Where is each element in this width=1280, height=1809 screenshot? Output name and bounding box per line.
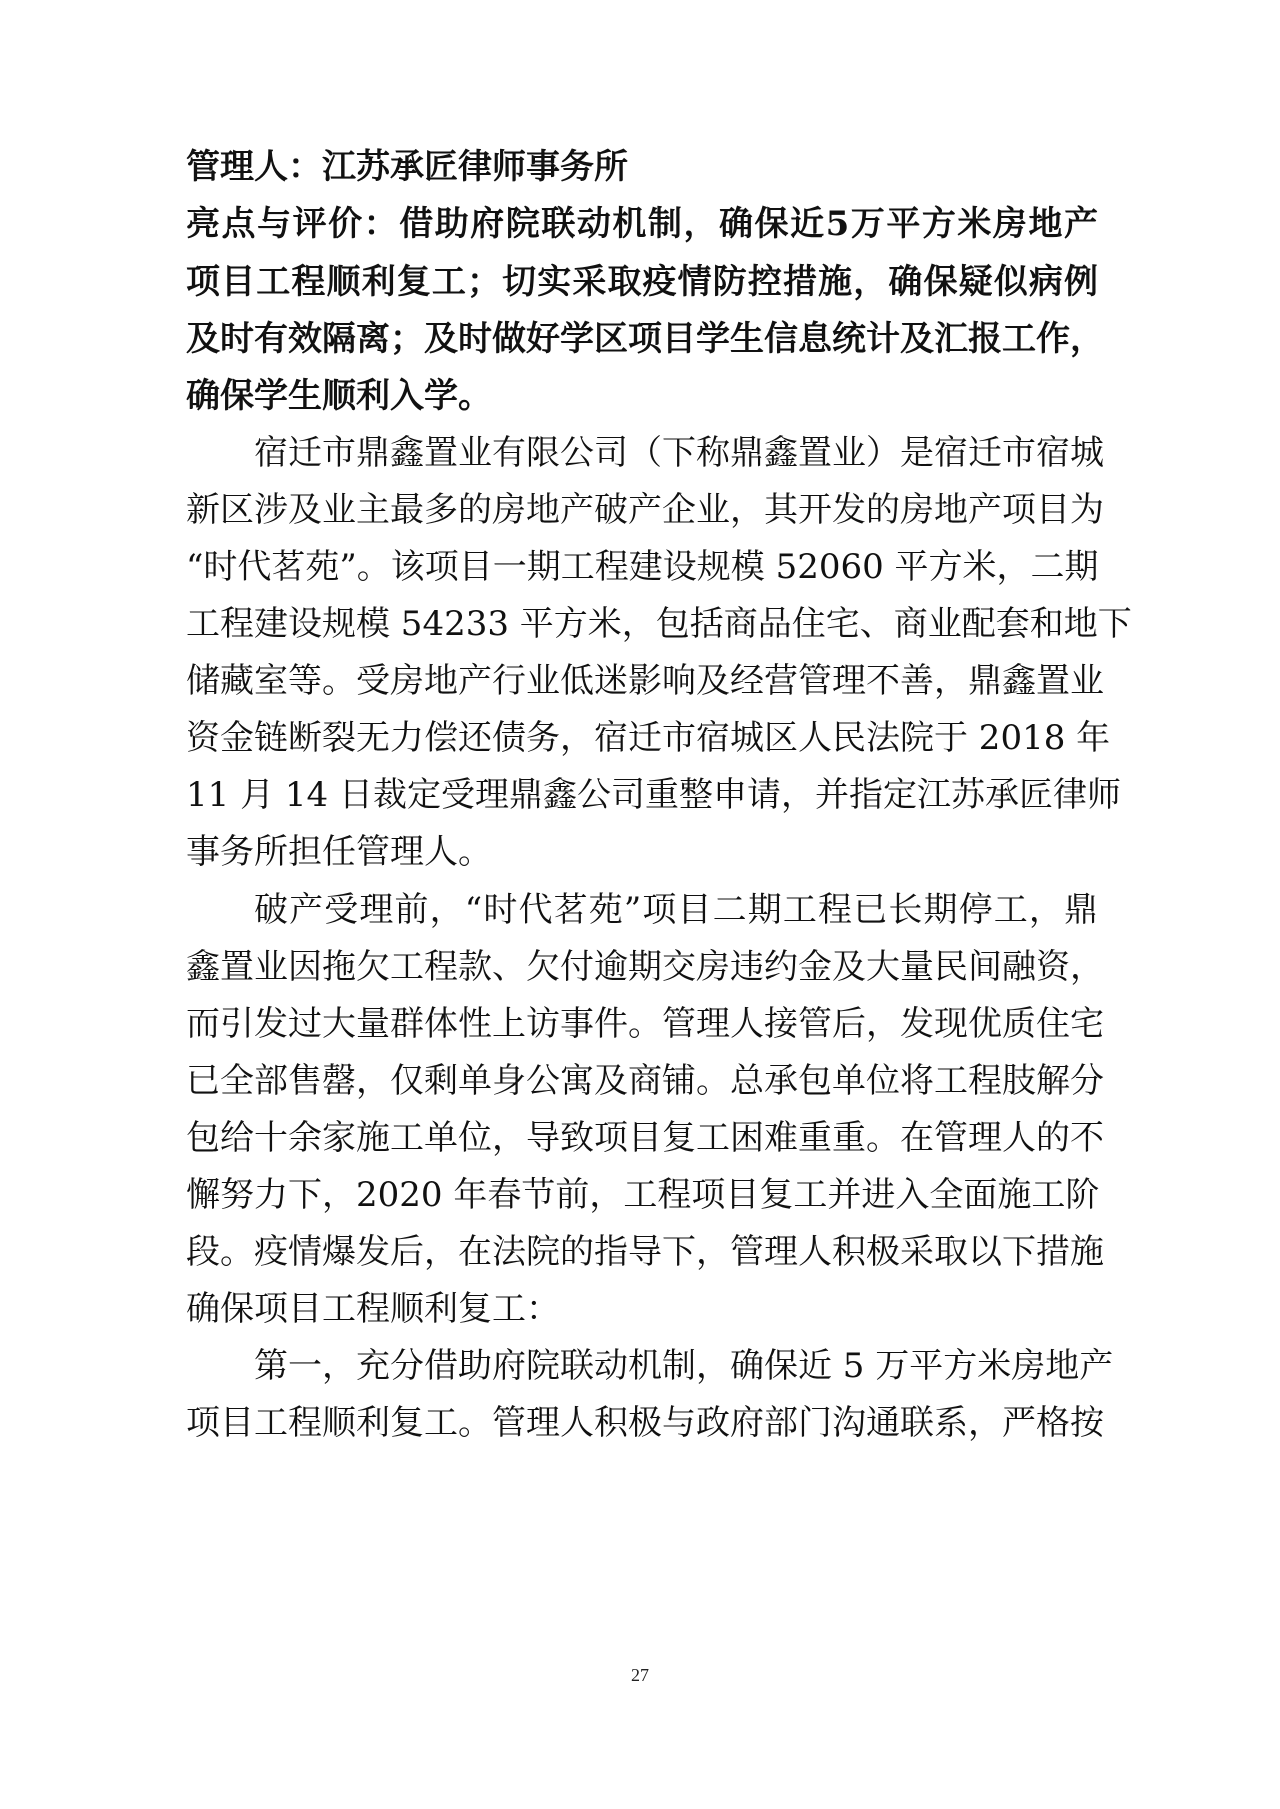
paragraph-line: 确保项目工程顺利复工： xyxy=(186,1289,560,1329)
paragraph-line: 第一，充分借助府院联动机制，确保近 5 万平方米房地产 xyxy=(254,1346,1114,1386)
highlight-line: 项目工程顺利复工；切实采取疫情防控措施，确保疑似病例 xyxy=(186,262,1098,302)
paragraph-line: 鑫置业因拖欠工程款、欠付逾期交房违约金及大量民间融资， xyxy=(186,947,1104,987)
paragraph-line: 破产受理前，“时代茗苑”项目二期工程已长期停工，鼎 xyxy=(254,890,1098,930)
highlight-line: 及时有效隔离；及时做好学区项目学生信息统计及汇报工作， xyxy=(186,319,1104,359)
paragraph-line: 11 月 14 日裁定受理鼎鑫公司重整申请，并指定江苏承匠律师 xyxy=(186,775,1121,815)
paragraph-line: 段。疫情爆发后，在法院的指导下，管理人积极采取以下措施 xyxy=(186,1232,1104,1272)
paragraph-line: 而引发过大量群体性上访事件。管理人接管后，发现优质住宅 xyxy=(186,1004,1104,1044)
paragraph-line: 宿迁市鼎鑫置业有限公司（下称鼎鑫置业）是宿迁市宿城 xyxy=(254,433,1104,473)
paragraph-line: 新区涉及业主最多的房地产破产企业，其开发的房地产项目为 xyxy=(186,490,1104,530)
paragraph-line: 懈努力下，2020 年春节前，工程项目复工并进入全面施工阶 xyxy=(186,1175,1100,1215)
paragraph-line: “时代茗苑”。该项目一期工程建设规模 52060 平方米，二期 xyxy=(186,547,1099,587)
paragraph-line: 工程建设规模 54233 平方米，包括商品住宅、商业配套和地下 xyxy=(186,604,1132,644)
paragraph-line: 已全部售罄，仅剩单身公寓及商铺。总承包单位将工程肢解分 xyxy=(186,1061,1104,1101)
manager-line: 管理人：江苏承匠律师事务所 xyxy=(186,147,628,187)
paragraph-line: 项目工程顺利复工。管理人积极与政府部门沟通联系，严格按 xyxy=(186,1403,1104,1443)
paragraph-line: 事务所担任管理人。 xyxy=(186,832,492,872)
paragraph-line: 包给十余家施工单位，导致项目复工困难重重。在管理人的不 xyxy=(186,1118,1104,1158)
highlight-line: 亮点与评价：借助府院联动机制，确保近5万平方米房地产 xyxy=(186,204,1098,244)
paragraph-line: 储藏室等。受房地产行业低迷影响及经营管理不善，鼎鑫置业 xyxy=(186,661,1104,701)
highlight-line: 确保学生顺利入学。 xyxy=(186,376,492,416)
paragraph-line: 资金链断裂无力偿还债务，宿迁市宿城区人民法院于 2018 年 xyxy=(186,718,1111,758)
page-number: 27 xyxy=(631,1665,649,1685)
